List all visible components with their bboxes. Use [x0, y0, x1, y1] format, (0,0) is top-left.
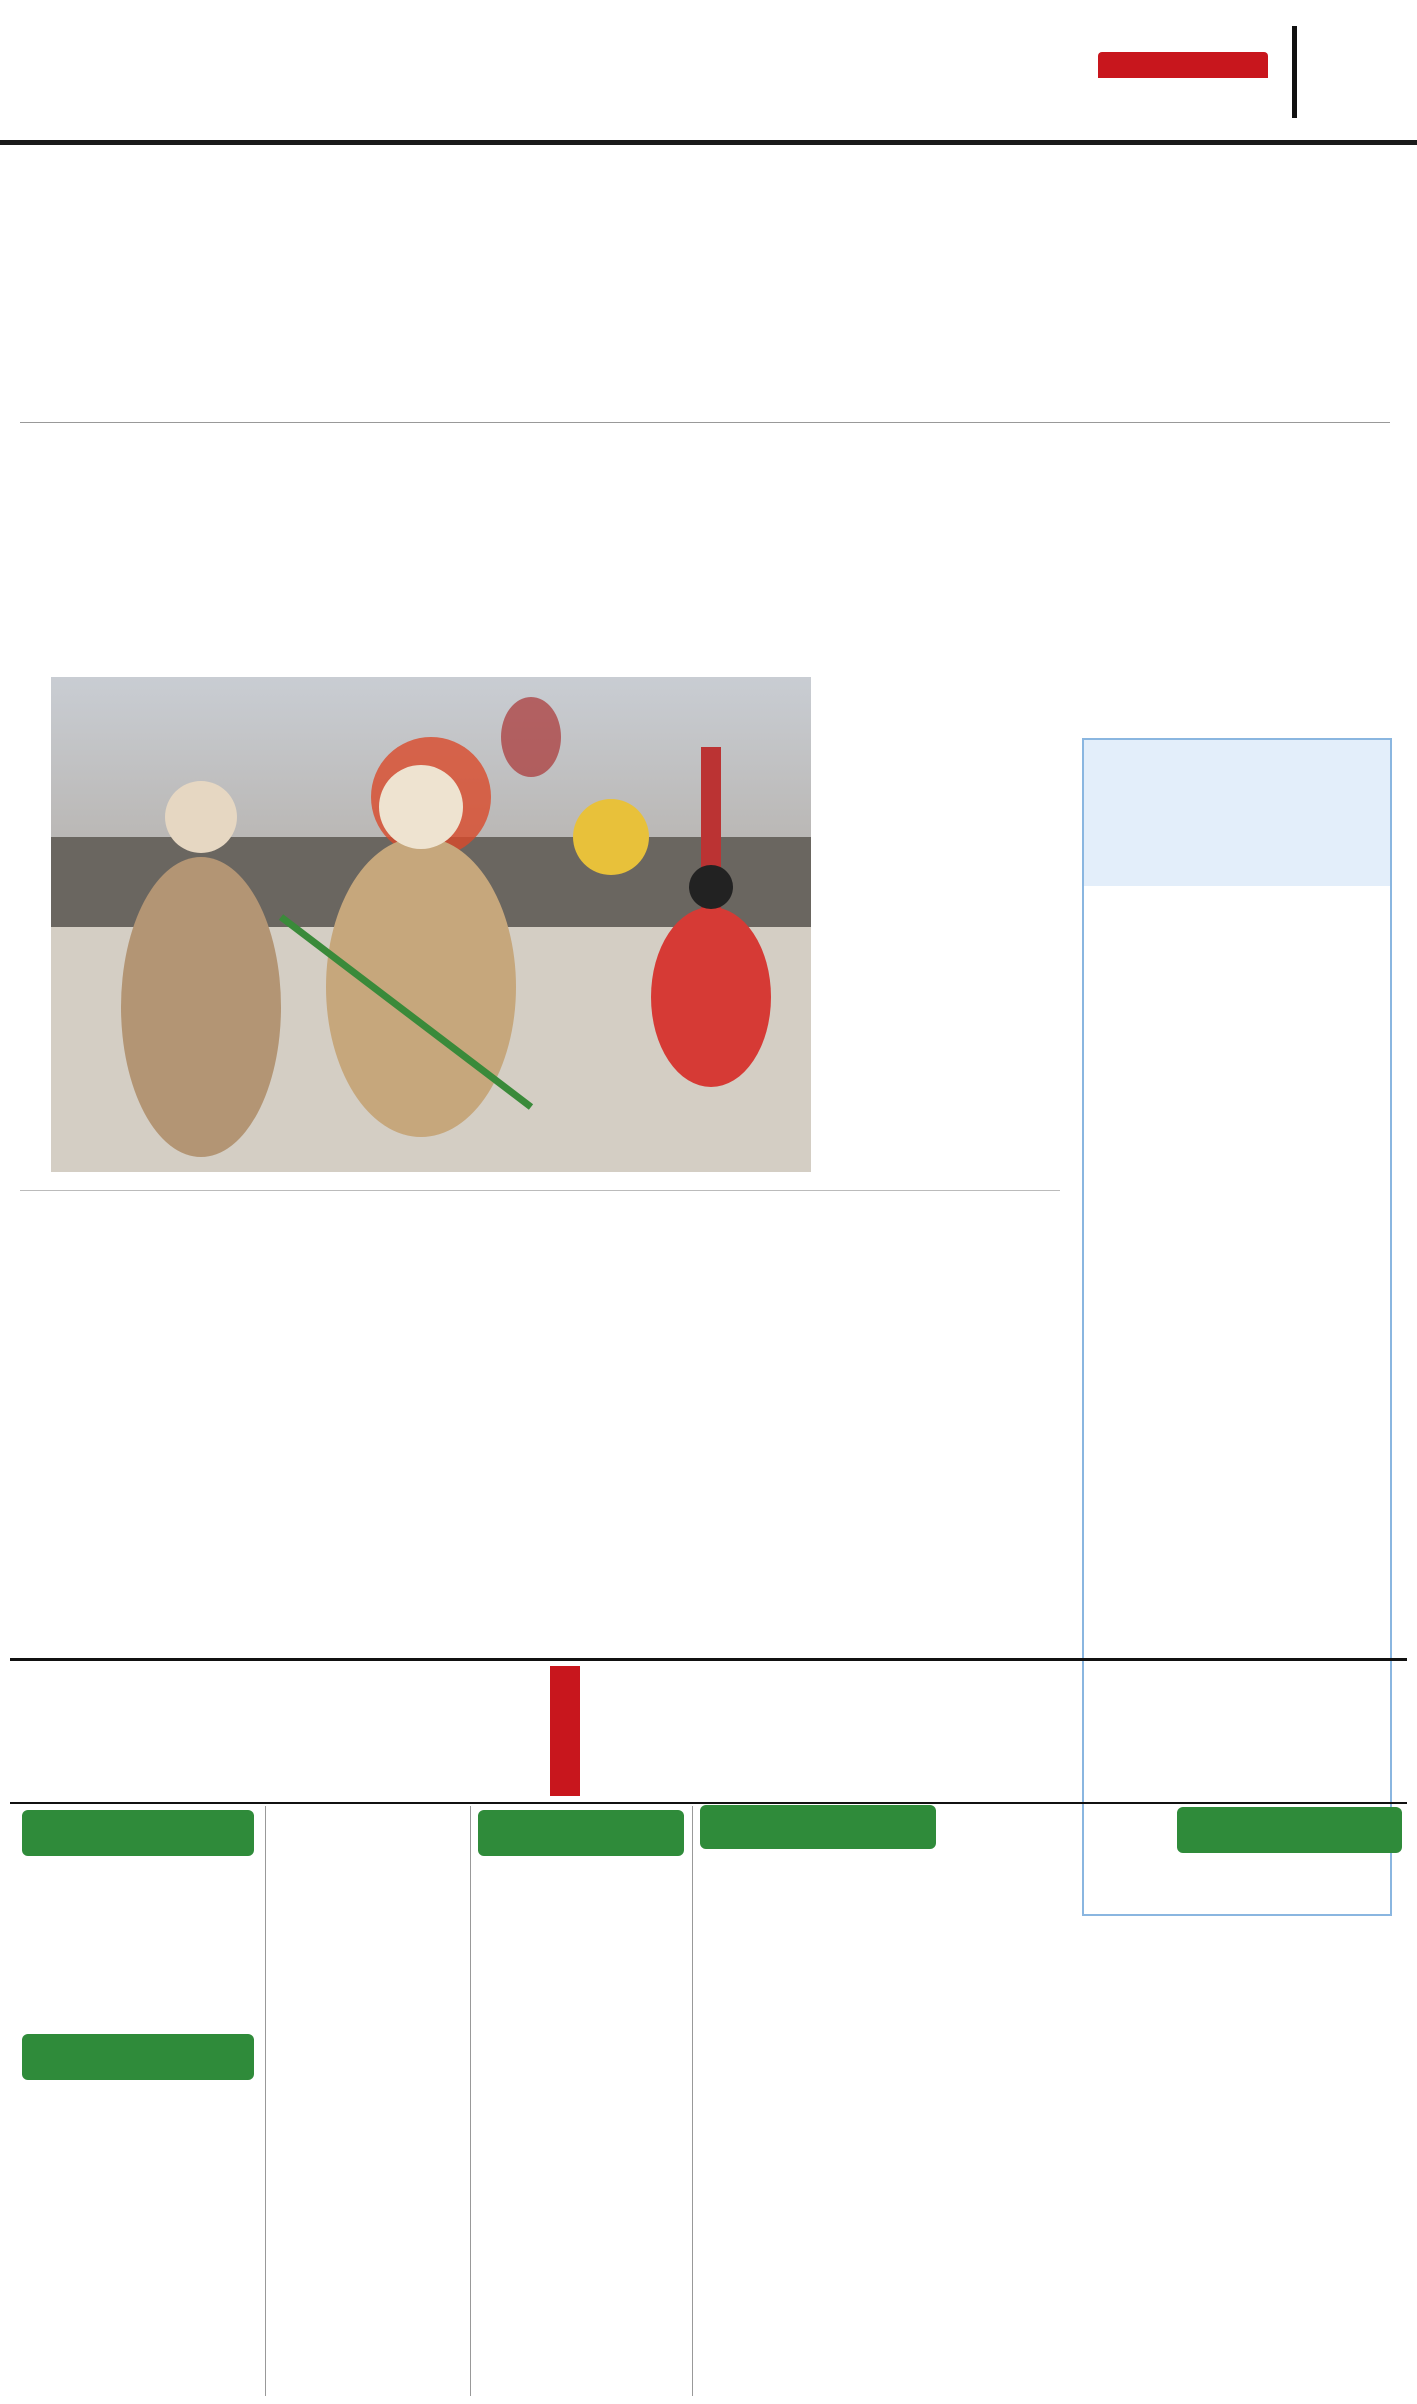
service-header	[478, 1810, 684, 1856]
page-divider	[1292, 26, 1297, 118]
ads-mid-rule	[10, 1802, 1407, 1804]
sidebar-header	[1084, 740, 1390, 886]
masthead-rule	[0, 140, 1417, 145]
col3-border	[470, 1806, 471, 2396]
ads-top-rule	[10, 1658, 1407, 1661]
stations-table	[592, 1666, 1412, 1796]
shop-header	[22, 2034, 254, 2080]
bianmin-header	[700, 1805, 936, 1849]
subhead-rule	[20, 422, 1390, 423]
edition-label	[1098, 52, 1268, 78]
col2-border	[265, 1806, 266, 2396]
story2-rule	[20, 1190, 1060, 1191]
photo-scene	[51, 677, 811, 1172]
col4-border	[692, 1806, 693, 2396]
dingbao-label	[550, 1666, 580, 1796]
ticket-header	[22, 1810, 254, 1856]
logistics-header	[1177, 1807, 1402, 1853]
yangge-photo	[51, 677, 811, 1172]
